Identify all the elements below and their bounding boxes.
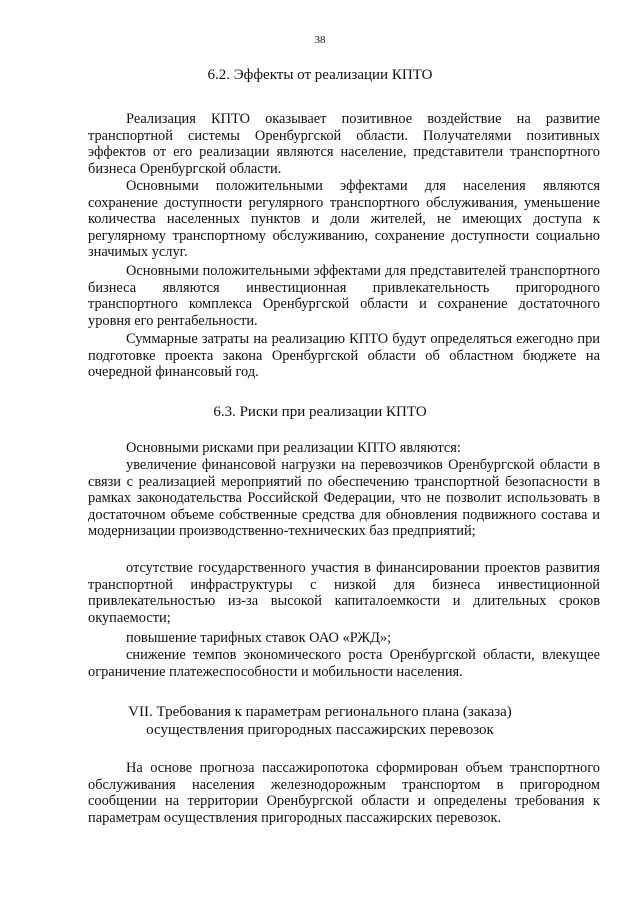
section-6-2-paragraph-1: Реализация КПТО оказывает позитивное воздействие на развитие транспортной системы Оренбургской области. Получателями позитивных эффектов от его реализации являются население, представители транспортного бизнеса Оренбургской области. [88, 111, 600, 177]
section-7-heading-line-2: осуществления пригородных пассажирских перевозок [146, 722, 494, 738]
section-6-3-risk-item: отсутствие государственного участия в финансировании проектов развития транспортной инфраструктуры с низкой для бизнеса инвестиционной привлекательностью из-за высокой капиталоемкости и длительных сроков окупаемости; [88, 560, 600, 626]
section-6-3-risk-item: увеличение финансовой нагрузки на перевозчиков Оренбургской области в связи с реализацией мероприятий по обеспечению транспортной безопасности в рамках законодательства Российской Федерации, что не позволит использовать в достаточном объеме собственные средства для обновления подвижного состава и модернизации производственно-технических баз предприятий; [88, 457, 600, 540]
section-6-2-paragraph-2: Основными положительными эффектами для населения являются сохранение доступности регулярного транспортного обслуживания, уменьшение количества населенных пунктов и доли жителей, не имеющих доступа к регулярному транспортному обслуживанию, сохранение доступности социально значимых услуг. [88, 178, 600, 261]
section-6-3-heading: 6.3. Риски при реализации КПТО [213, 404, 427, 420]
section-7-heading-line-1: VII. Требования к параметрам регионального плана (заказа) [128, 704, 512, 720]
section-6-2-heading: 6.2. Эффекты от реализации КПТО [207, 67, 433, 83]
section-6-2-paragraph-4: Суммарные затраты на реализацию КПТО будут определяться ежегодно при подготовке проекта закона Оренбургской области об областном бюджете на очередной финансовый год. [88, 331, 600, 381]
section-7-paragraph-1: На основе прогноза пассажиропотока сформирован объем транспортного обслуживания населения железнодорожным транспортом в пригородном сообщении на территории Оренбургской области и определены требования к параметрам осуществления пригородных пассажирских перевозок. [88, 760, 600, 826]
section-6-3-risk-item: снижение темпов экономического роста Оренбургской области, влекущее ограничение платежеспособности и мобильности населения. [88, 647, 600, 680]
page-number: 38 [314, 34, 326, 46]
section-6-2-paragraph-3: Основными положительными эффектами для представителей транспортного бизнеса являются инвестиционная привлекательность пригородного транспортного комплекса Оренбургской области и сохранение достаточного уровня его рентабельности. [88, 263, 600, 329]
section-6-3-risk-item: повышение тарифных ставок ОАО «РЖД»; [126, 630, 392, 646]
section-6-3-intro: Основными рисками при реализации КПТО являются: [126, 440, 461, 456]
